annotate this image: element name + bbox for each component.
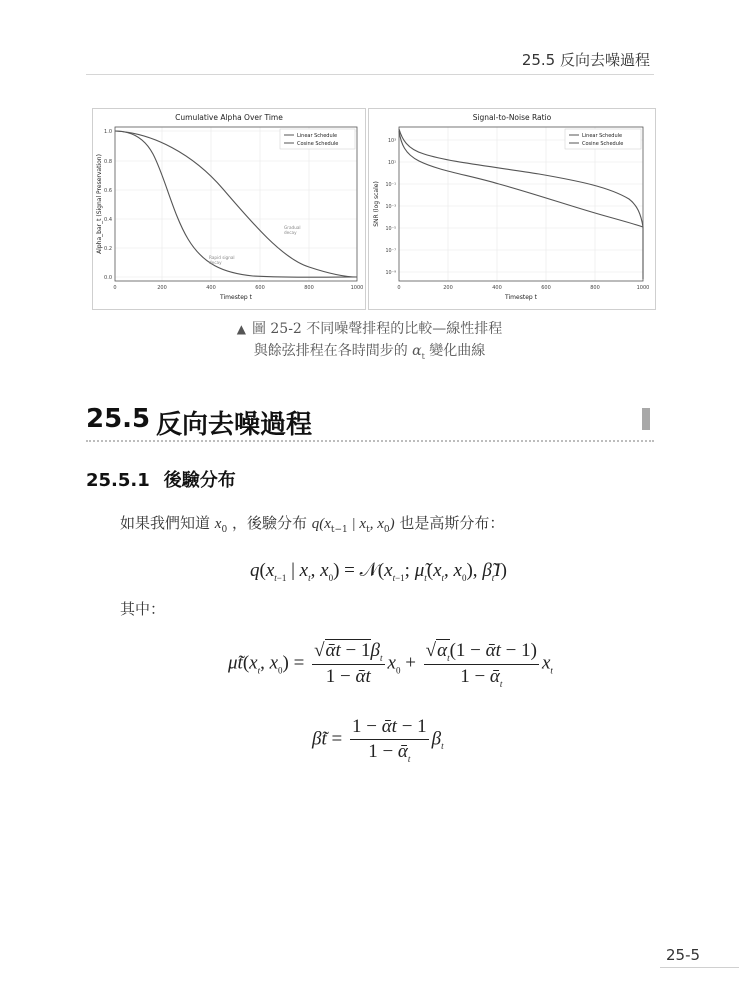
figure-25-2 xyxy=(92,108,654,308)
svg-text:decay: decay xyxy=(209,260,222,265)
section-heading xyxy=(86,402,654,442)
svg-text:Linear Schedule: Linear Schedule xyxy=(297,133,338,139)
equation-posterior: $q(x_{t-1}$ | $x_t$, $x_0$) = $𝒩(x_{t-1}$; $\mũ_t(x_t$, $x_0$), $\betã_tI$) xyxy=(250,560,507,583)
svg-text:800: 800 xyxy=(304,285,314,291)
chart-snr xyxy=(368,108,656,310)
caption-line-2: 與餘弦排程在各時間步的 $\alpha_t$ 變化曲線 xyxy=(253,343,486,361)
svg-text:10¹: 10¹ xyxy=(387,161,396,166)
subsection-number: 25.5.1 xyxy=(86,470,150,491)
svg-text:0.4: 0.4 xyxy=(104,217,112,223)
svg-text:Alpha_bar_t (Signal Preservati: Alpha_bar_t (Signal Preservation) xyxy=(96,154,103,254)
svg-text:800: 800 xyxy=(590,285,600,291)
section-marker-bar xyxy=(642,408,650,430)
svg-text:Timestep t: Timestep t xyxy=(505,294,537,301)
running-header-section: 25.5 反向去噪過程 xyxy=(521,51,650,69)
where-label: 其中： xyxy=(120,600,166,618)
svg-text:400: 400 xyxy=(492,285,502,291)
svg-text:10⁻⁵: 10⁻⁵ xyxy=(385,227,396,232)
svg-text:Cosine Schedule: Cosine Schedule xyxy=(297,141,339,147)
svg-text:1.0: 1.0 xyxy=(104,129,112,135)
subsection-heading xyxy=(86,466,236,492)
svg-text:Cosine Schedule: Cosine Schedule xyxy=(582,141,624,147)
svg-text:decay: decay xyxy=(284,230,297,235)
subsection-title: 後驗分布 xyxy=(163,470,236,491)
svg-text:0.2: 0.2 xyxy=(104,246,112,252)
svg-text:SNR (log scale): SNR (log scale) xyxy=(373,181,380,227)
figure-caption xyxy=(0,318,739,368)
svg-text:400: 400 xyxy=(206,285,216,291)
section-number: 25.5 xyxy=(86,404,151,434)
svg-text:Gradual: Gradual xyxy=(284,225,301,230)
svg-text:1000: 1000 xyxy=(350,285,364,291)
cosine-schedule-line xyxy=(115,131,357,277)
svg-text:0.6: 0.6 xyxy=(104,188,112,194)
svg-text:Linear Schedule: Linear Schedule xyxy=(582,133,623,139)
svg-text:10⁻¹: 10⁻¹ xyxy=(385,183,396,188)
svg-text:0.8: 0.8 xyxy=(104,159,112,165)
svg-text:0.0: 0.0 xyxy=(104,275,112,281)
caption-line-1: ▲ 圖 25-2 不同噪聲排程的比較—線性排程 xyxy=(236,321,503,337)
svg-text:600: 600 xyxy=(541,285,551,291)
equation-mu-tilde: $\mũt(x_t$, $x_0$) = $\frac{√ᾱt - 1\beta_t}{\text{1 − ᾱt}}$ $x_0$ + $\frac{√\alpha_t(1 - ᾱt - 1)}{1 - ᾱ_t}$ $x_t$ xyxy=(228,640,553,689)
svg-text:Timestep t: Timestep t xyxy=(220,294,252,301)
svg-text:Rapid signal: Rapid signal xyxy=(209,255,235,260)
paragraph-posterior: 如果我們知道 $x_0$ ，後驗分布 $q(x_{t-1}$ | $x_t$, $x_0$) 也是高斯分布： xyxy=(120,514,505,535)
triangle-marker-icon: ▲ xyxy=(236,322,246,336)
svg-text:200: 200 xyxy=(443,285,453,291)
cosine-snr-line xyxy=(399,129,643,279)
svg-text:200: 200 xyxy=(157,285,167,291)
svg-text:10⁻⁷: 10⁻⁷ xyxy=(385,249,396,254)
svg-text:600: 600 xyxy=(255,285,265,291)
chart-title: Cumulative Alpha Over Time xyxy=(175,113,283,122)
svg-text:Signal-to-Noise Ratio: Signal-to-Noise Ratio xyxy=(472,113,552,122)
section-title: 反向去噪過程 xyxy=(156,410,313,440)
equation-beta-tilde: β̃t = $\frac{\text{1 − ᾱt − 1}}{1 - ᾱ_t}$ $\beta_t$ xyxy=(312,716,444,764)
page-number: 25-5 xyxy=(660,946,739,968)
svg-text:10⁻³: 10⁻³ xyxy=(385,205,396,210)
chart-cumulative-alpha xyxy=(92,108,366,310)
svg-text:1000: 1000 xyxy=(636,285,650,291)
svg-text:10⁻⁹: 10⁻⁹ xyxy=(385,271,396,276)
svg-text:0: 0 xyxy=(397,285,401,291)
svg-text:10³: 10³ xyxy=(387,139,396,144)
svg-text:0: 0 xyxy=(113,285,117,291)
running-header xyxy=(86,44,654,75)
